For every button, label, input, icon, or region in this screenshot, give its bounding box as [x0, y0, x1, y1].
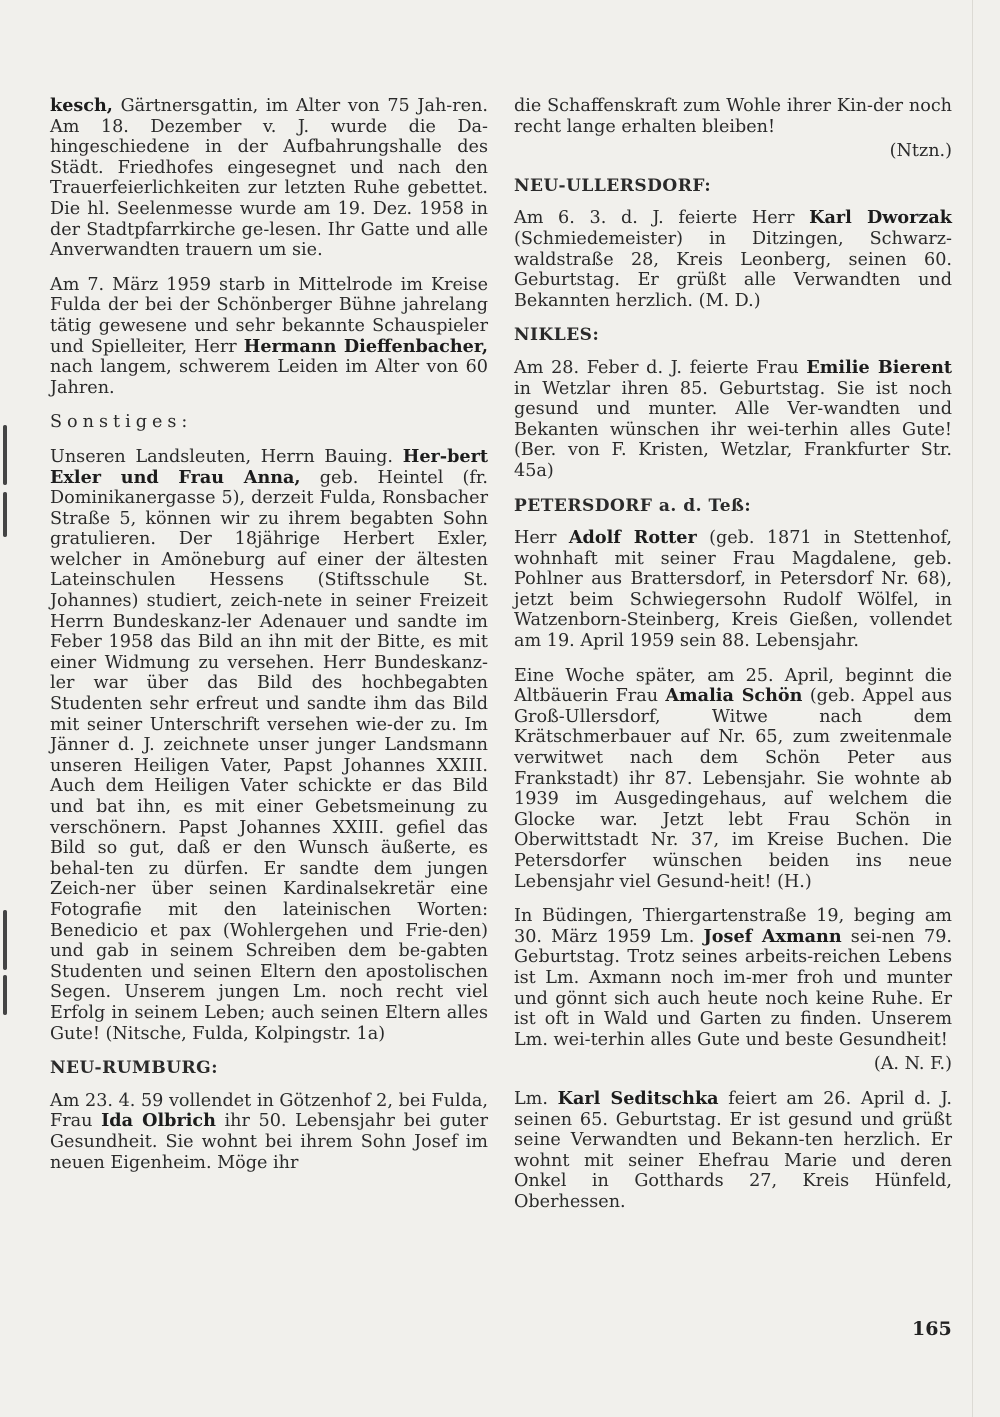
- name-highlight: Adolf Rotter: [568, 527, 697, 549]
- section-heading: [50, 1058, 488, 1079]
- name-highlight: Her-bert Exler und Frau Anna,: [50, 445, 488, 488]
- name-highlight: Karl Dworzak: [809, 207, 952, 229]
- text-run: feiert am 26. April d. J. seinen 65. Geburtstag. Er ist gesund und grüßt seine Verwandten und Bekann-ten herzlich. Er wohnt mit seiner Ehefrau Marie und deren Onkel in Gotthards 27, Kreis Hünfeld, Oberhessen.: [514, 1088, 952, 1212]
- paragraph: [514, 528, 952, 652]
- text-run: Am 23. 4. 59 vollendet in Götzenhof 2, bei Fulda, Frau: [50, 1090, 488, 1132]
- text-run: Am 6. 3. d. J. feierte Herr: [514, 208, 810, 229]
- name-highlight: Hermann Dieffenbacher,: [243, 335, 488, 357]
- text-run: in Wetzlar ihren 85. Geburtstag. Sie ist noch gesund und munter. Alle Ver-wandten und Bekanten wünschen ihr wei-terhin alles Gute! (Ber. von F. Kristen, Wetzlar, Frankfurter Str. 45a): [514, 378, 952, 481]
- text-run: Am 28. Feber d. J. feierte Frau: [514, 357, 807, 378]
- left-column: [50, 96, 488, 1187]
- page-edge-shadow: [972, 0, 973, 1417]
- text-run: Eine Woche später, am 25. April, beginnt die Altbäuerin Frau: [514, 665, 952, 707]
- name-highlight: Karl Seditschka: [557, 1087, 719, 1109]
- text-run: NIKLES:: [514, 325, 600, 346]
- right-column: [514, 96, 952, 1227]
- paragraph: [50, 1091, 488, 1173]
- text-run: (A. N. F.): [873, 1054, 952, 1075]
- text-run: Herr: [514, 528, 569, 549]
- binding-mark: [3, 492, 7, 537]
- text-run: NEU-RUMBURG:: [50, 1058, 218, 1079]
- name-highlight: Emilie Bierent: [806, 356, 952, 378]
- paragraph: [514, 1089, 952, 1213]
- paragraph: [514, 96, 952, 137]
- paragraph: [514, 666, 952, 893]
- binding-mark: [3, 910, 7, 970]
- text-run: In Büdingen, Thiergartenstraße 19, beging am 30. März 1959 Lm.: [514, 906, 952, 947]
- name-highlight: Josef Axmann: [703, 925, 842, 947]
- text-run: ihr 50. Lebensjahr bei guter Gesundheit. Sie wohnt bei ihrem Sohn Josef im neuen Eigenheim. Möge ihr: [50, 1111, 488, 1173]
- text-run: Sonstiges:: [50, 412, 193, 433]
- attribution: [514, 1054, 952, 1075]
- paragraph: [514, 208, 952, 311]
- section-label: [50, 412, 488, 433]
- text-run: Lm.: [514, 1088, 558, 1109]
- text-run: Am 7. März 1959 starb in Mittelrode im Kreise Fulda der bei der Schönberger Bühne jahrelang tätig gewesene und sehr bekannte Schauspieler und Spielleiter, Herr: [50, 274, 488, 357]
- paragraph: [514, 906, 952, 1050]
- paragraph: [50, 96, 488, 261]
- text-run: (geb. Appel aus Groß-Ullersdorf, Witwe nach dem Krätschmerbauer auf Nr. 65, zum zweitenmale verwitwet nach dem Schön Peter aus Frankstadt) ihr 87. Lebensjahr. Sie wohnte ab 1939 im Ausgedingehaus, auf welchem die Glocke war. Jetzt lebt Frau Schön in Oberwittstadt Nr. 37, im Kreise Buchen. Die Petersdorfer wünschen beiden ins neue Lebensjahr viel Gesund-heit! (H.): [514, 686, 953, 892]
- paragraph: [50, 447, 488, 1044]
- text-run: die Schaffenskraft zum Wohle ihrer Kin-der noch recht lange erhalten bleiben!: [514, 96, 952, 137]
- section-heading: [514, 496, 952, 517]
- binding-mark: [3, 425, 7, 485]
- text-run: Unseren Landsleuten, Herrn Bauing.: [50, 446, 403, 467]
- name-highlight: Ida Olbrich: [101, 1110, 216, 1132]
- section-heading: [514, 176, 952, 197]
- paragraph: [514, 358, 952, 482]
- text-run: PETERSDORF a. d. Teß:: [514, 495, 752, 516]
- paragraph: [50, 275, 488, 399]
- text-run: sei-nen 79. Geburtstag. Trotz seines arbeits-reichen Lebens ist Lm. Axmann noch im-mer froh und munter und gönnt sich auch heute noch keine Ruhe. Er ist oft in Wald und Garten zu finden. Unserem Lm. wei-terhin alles Gute und beste Gesundheit!: [514, 926, 952, 1050]
- text-run: (Schmiedemeister) in Ditzingen, Schwarz-waldstraße 28, Kreis Leonberg, seinen 60. Geburtstag. Er grüßt alle Verwandten und Bekannten herzlich. (M. D.): [514, 228, 952, 311]
- section-heading: [514, 325, 952, 346]
- name-highlight: kesch,: [50, 95, 113, 116]
- name-highlight: Amalia Schön: [665, 685, 803, 707]
- text-run: geb. Heintel (fr. Dominikanergasse 5), derzeit Fulda, Ronsbacher Straße 5, können wir zu ihrem begabten Sohn gratulieren. Der 18jährige Herbert Exler, welcher in Amöneburg auf einer der ältesten Lateinschulen Hessens (Stiftsschule St. Johannes) studiert, zeich-nete in seiner Freizeit Herrn Bundeskanz-ler Adenauer und sandte im Feber 1958 das Bild an ihn mit der Bitte, es mit einer Widmung zu versehen. Herr Bundeskanz-ler war über das Bild des hochbegabten Studenten sehr erfreut und sandte ihm das Bild mit seiner Unterschrift versehen wie-der zu. Im Jänner d. J. zeichnete unser junger Landsmann unseren Heiligen Vater, Papst Johannes XXIII. Auch dem Heiligen Vater schickte er das Bild und bat ihn, es mit einer Gebetsmeinung zu verschönern. Papst Johannes XXIII. gefiel das Bild so gut, daß er den Wunsch äußerte, es behal-ten zu dürfen. Er sandte dem jungen Zeich-ner über seinen Kardinalsekretär eine Fotografie mit den lateinischen Worten: Benedicio et pax (Wohlergehen und Frie-den) und gab in seinem Schreiben dem be-gabten Studenten und seinen Eltern den apostolischen Segen. Unserem jungen Lm. noch recht viel Erfolg in seinem Leben; auch seinen Eltern alles Gute! (Nitsche, Fulda, Kolpingstr. 1a): [50, 467, 488, 1044]
- binding-mark: [3, 975, 7, 1015]
- attribution: [514, 141, 952, 162]
- text-run: (Ntzn.): [889, 141, 952, 162]
- text-run: (geb. 1871 in Stettenhof, wohnhaft mit seiner Frau Magdalene, geb. Pohlner aus Brattersdorf, in Petersdorf Nr. 68), jetzt beim Schwiegersohn Rudolf Wölfel, in Watzenborn-Steinberg, Kreis Gießen, vollendet am 19. April 1959 sein 88. Lebensjahr.: [514, 528, 953, 652]
- text-run: nach langem, schwerem Leiden im Alter von 60 Jahren.: [50, 357, 488, 398]
- page-number: 165: [912, 1318, 952, 1340]
- text-run: NEU-ULLERSDORF:: [514, 175, 712, 196]
- text-run: Gärtnersgattin, im Alter von 75 Jah-ren. Am 18. Dezember v. J. wurde die Da-hingeschiedene in der Aufbahrungshalle des Städt. Friedhofes eingesegnet und nach den Trauerfeierlichkeiten zur letzten Ruhe gebettet. Die hl. Seelenmesse wurde am 19. Dez. 1958 in der Stadtpfarrkirche ge-lesen. Ihr Gatte und alle Anverwandten trauern um sie.: [50, 96, 488, 261]
